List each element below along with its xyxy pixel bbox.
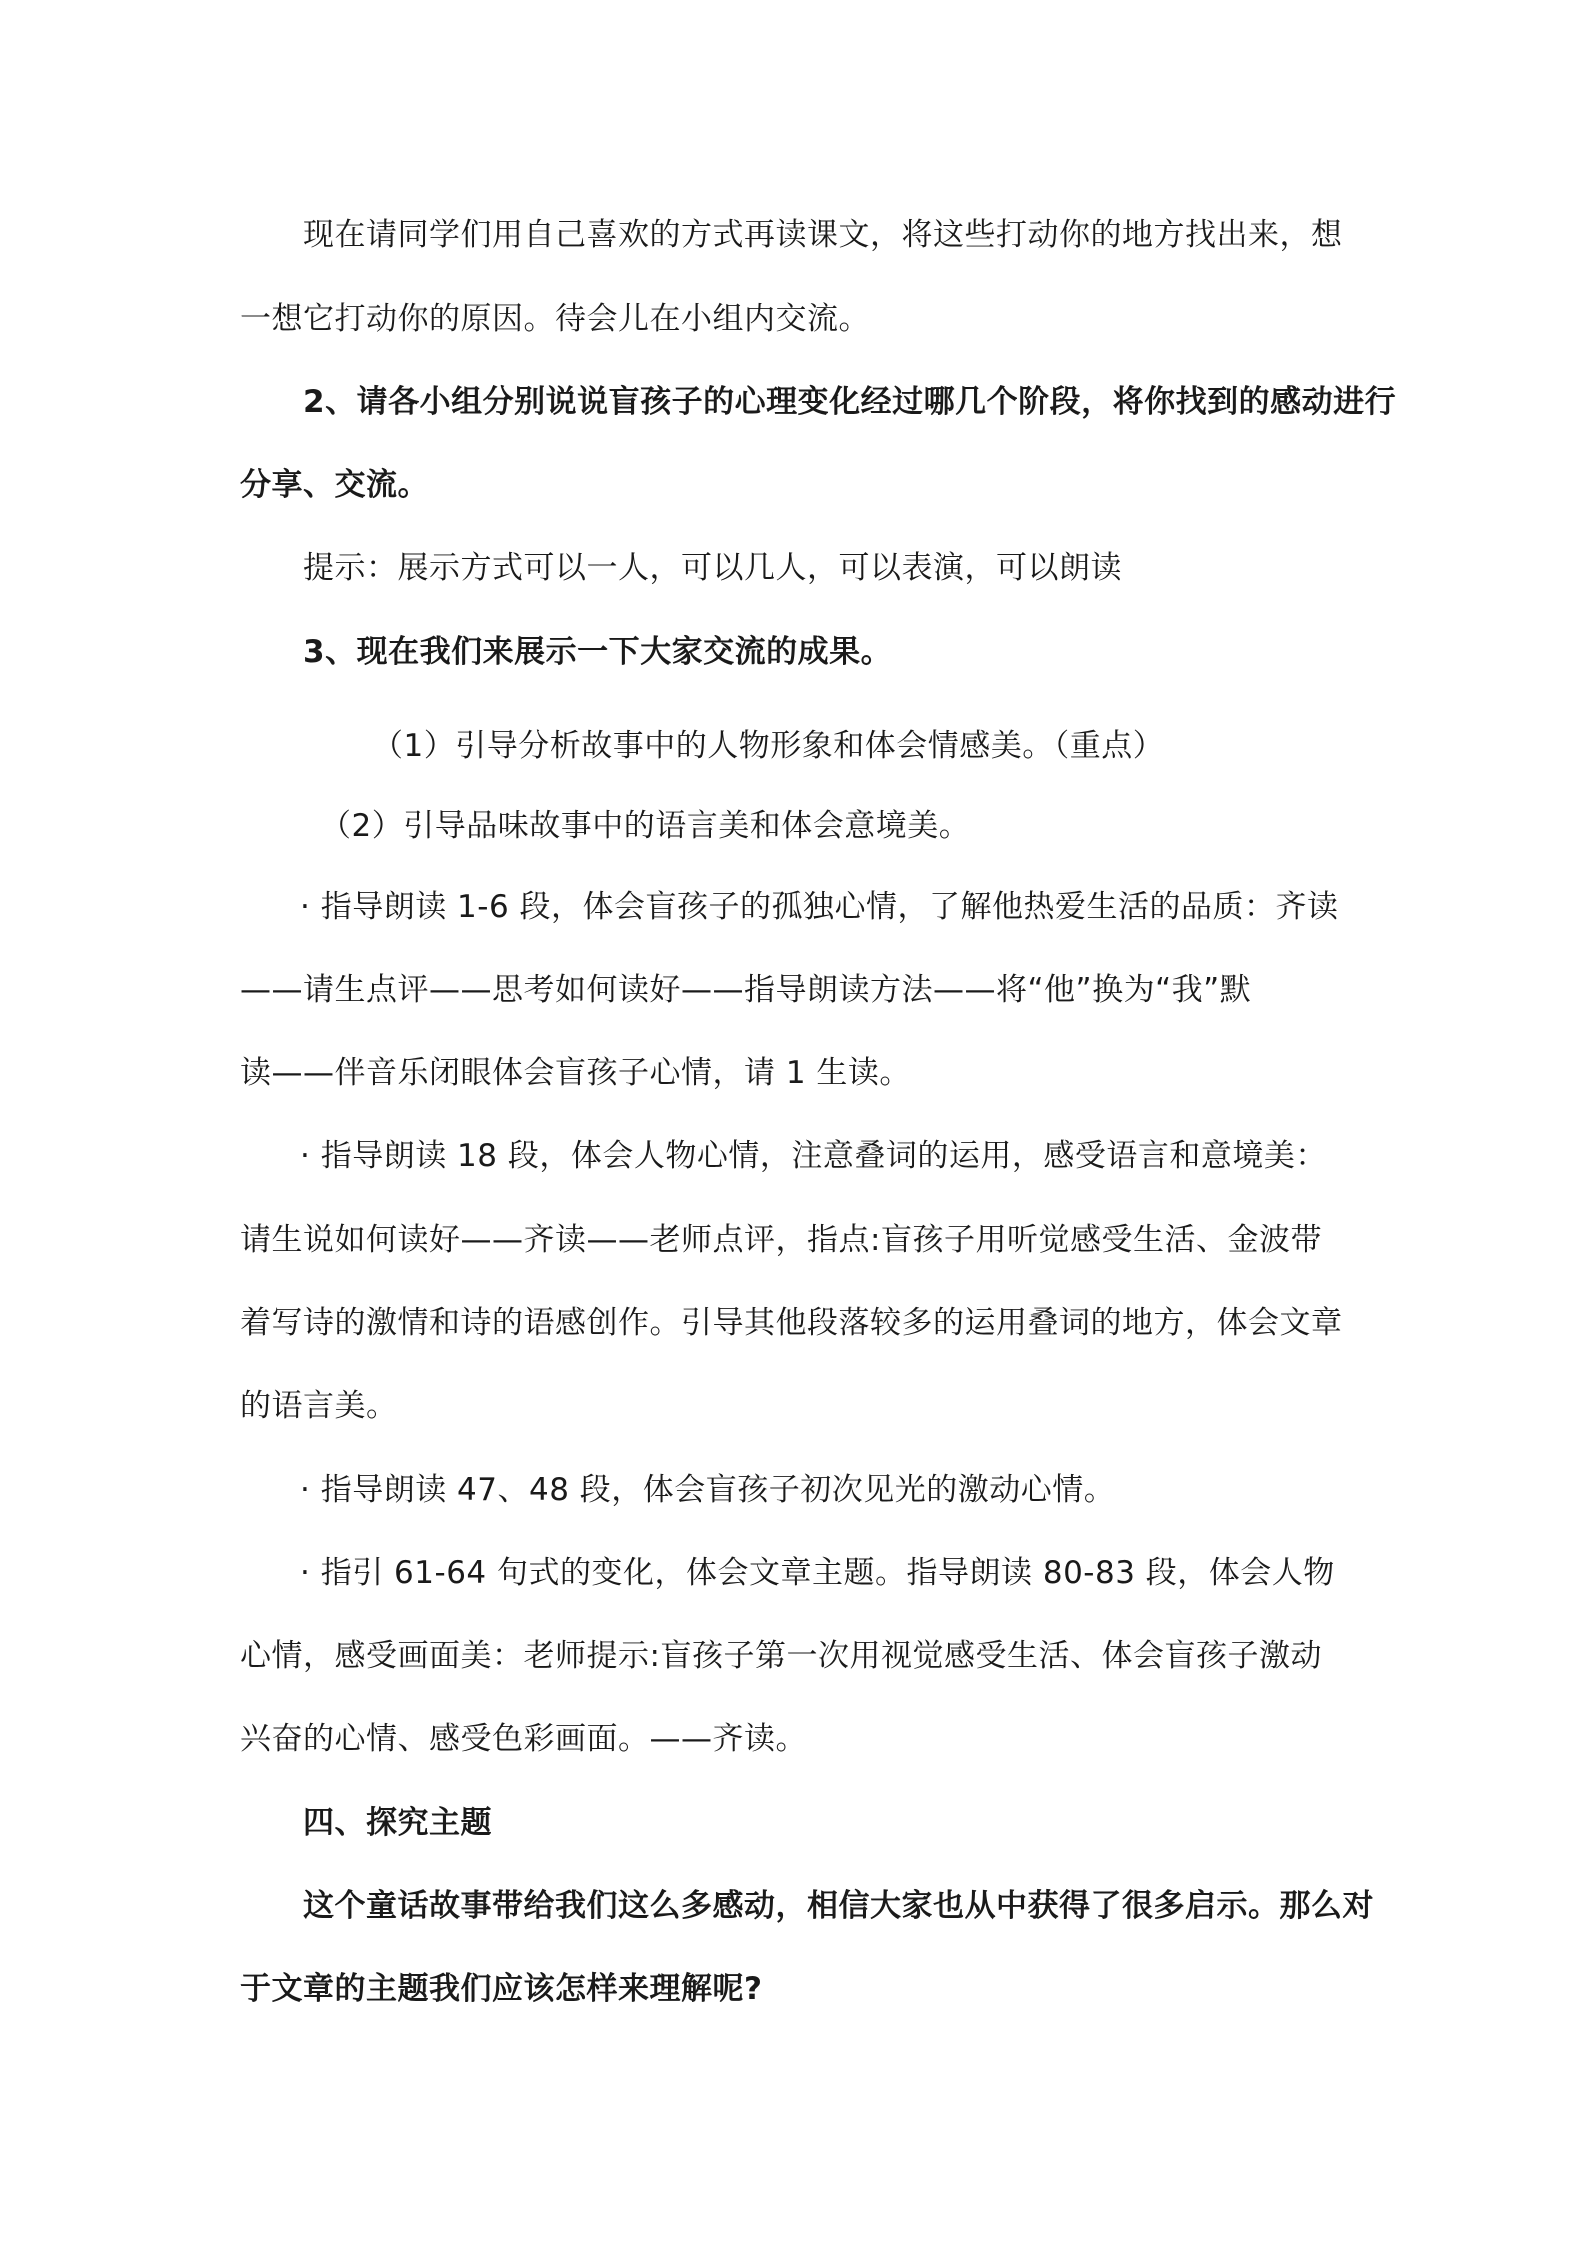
sub-item-2: （2）引导品味故事中的语言美和体会意境美。 [320,808,971,844]
paragraph-reread-instruction-line-1: 现在请同学们用自己喜欢的方式再读课文，将这些打动你的地方找出来，想 [303,217,1343,253]
bullet-4-line-3: 兴奋的心情、感受色彩画面。——齐读。 [240,1721,807,1757]
theme-question-line-2: 于文章的主题我们应该怎样来理解呢? [240,1971,763,2007]
bullet-2-line-2: 请生说如何读好——齐读——老师点评，指点:盲孩子用听觉感受生活、金波带 [240,1222,1322,1258]
section-4-heading: 四、探究主题 [303,1805,492,1841]
sub-item-1: （1）引导分析故事中的人物形象和体会情感美。（重点） [372,728,1165,764]
bullet-2-line-4: 的语言美。 [240,1388,398,1424]
bullet-1-line-3: 读——伴音乐闭眼体会盲孩子心情，请 1 生读。 [240,1055,911,1091]
paragraph-reread-instruction-line-2: 一想它打动你的原因。待会儿在小组内交流。 [240,301,870,337]
bullet-4-line-1: · 指引 61-64 句式的变化，体会文章主题。指导朗读 80-83 段，体会人物 [300,1555,1335,1591]
bullet-3: · 指导朗读 47、48 段，体会盲孩子初次见光的激动心情。 [300,1472,1116,1508]
bullet-2-line-3: 着写诗的激情和诗的语感创作。引导其他段落较多的运用叠词的地方，体会文章 [240,1305,1343,1341]
hint-text: 提示：展示方式可以一人，可以几人，可以表演，可以朗读 [303,550,1122,586]
bullet-4-line-2: 心情，感受画面美：老师提示:盲孩子第一次用视觉感受生活、体会盲孩子激动 [240,1638,1322,1674]
step-2-heading-line-1: 2、请各小组分别说说盲孩子的心理变化经过哪几个阶段，将你找到的感动进行 [303,384,1397,420]
bullet-1-line-1: · 指导朗读 1-6 段，体会盲孩子的孤独心情，了解他热爱生活的品质：齐读 [300,889,1339,925]
step-3-heading: 3、现在我们来展示一下大家交流的成果。 [303,634,893,670]
bullet-2-line-1: · 指导朗读 18 段，体会人物心情，注意叠词的运用，感受语言和意境美： [300,1138,1327,1174]
bullet-1-line-2: ——请生点评——思考如何读好——指导朗读方法——将“他”换为“我”默 [240,972,1252,1008]
step-2-heading-line-2: 分享、交流。 [240,467,429,503]
theme-question-line-1: 这个童话故事带给我们这么多感动，相信大家也从中获得了很多启示。那么对 [303,1888,1374,1924]
